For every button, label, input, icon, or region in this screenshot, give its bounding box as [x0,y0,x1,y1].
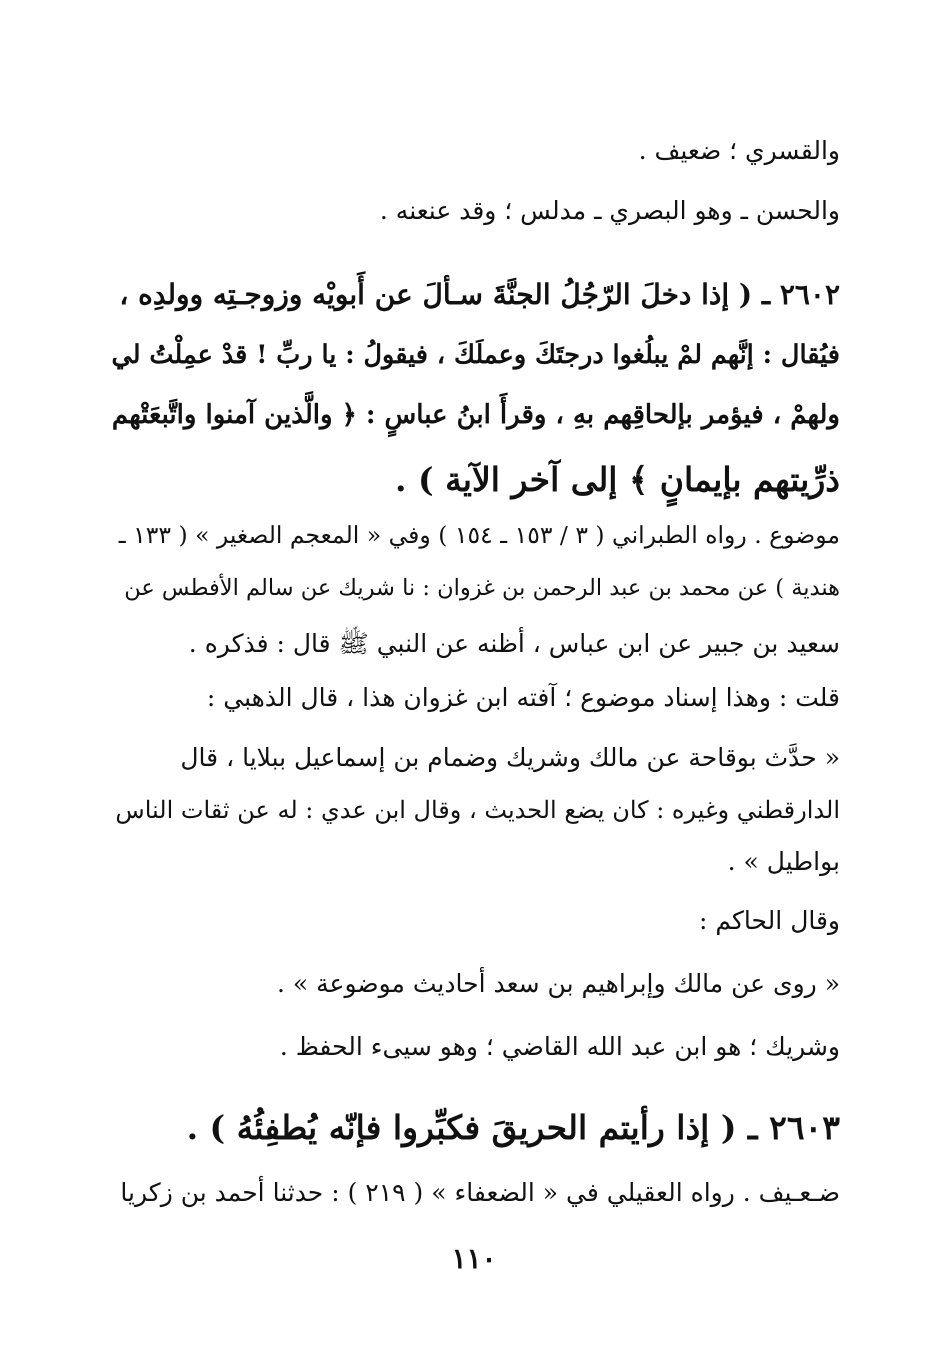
text-line: « حدَّث بوقاحة عن مالك وشريك وضمام بن إسماعيل ببلايا ، قال [180,743,840,772]
text-line: والقسري ؛ ضعيف . [638,136,840,165]
text-line: بواطيل » . [727,847,840,876]
text-line: هندية ) عن محمد بن عبد الرحمن بن غزوان : نا شريك عن سالم الأفطس عن [124,575,840,601]
hadith-heading-line: فيُقال : إنَّهم لمْ يبلُغوا درجتَكَ وعملَكَ ، فيقولُ : يا ربِّ ! قدْ عمِلْتُ لي [111,340,840,370]
text-line: الدارقطني وغيره : كان يضع الحديث ، وقال ابن عدي : له عن ثقات الناس [115,796,840,824]
text-line: « روى عن مالك وإبراهيم بن سعد أحاديث موضوعة » . [277,969,840,998]
text-line: سعيد بن جبير عن ابن عباس ، أظنه عن النبي ﷺ قال : فذكره . [188,629,840,658]
page-number: ١١٠ [451,1242,497,1275]
text-line: قلت : وهذا إسناد موضوع ؛ آفته ابن غزوان هذا ، قال الذهبي : [206,683,840,712]
hadith-heading-line: ذرِّيتهم بإيمانٍ ﴾ إلى آخر الآية ) . [395,460,840,499]
text-line: والحسن ـ وهو البصري ـ مدلس ؛ وقد عنعنه . [379,196,840,225]
hadith-heading-line: ٢٦٠٣ ـ ( إذا رأيتم الحريقَ فكبِّروا فإنّه يُطفِئُهُ ) . [186,1108,840,1147]
hadith-heading-line: ولهمْ ، فيؤمر بإلحاقِهم بهِ ، وقرأَ ابنُ عباسٍ : ﴿ والَّذين آمنوا واتَّبعَتْهم [111,400,840,430]
hadith-heading-line: ٢٦٠٢ ـ ( إذا دخلَ الرّجُلُ الجنَّةَ سـألَ عن أَبويْه وزوجـتِه وولدِه ، [119,278,840,311]
text-line: ضـعـيف . رواه العقيلي في « الضعفاء » ( ٢١٩ ) : حدثنا أحمد بن زكريا [120,1178,840,1207]
text-line: موضوع . رواه الطبراني ( ٣ / ١٥٣ ـ ١٥٤ ) وفي « المعجم الصغير » ( ١٣٣ ـ [118,521,840,549]
text-line: وشريك ؛ هو ابن عبد الله القاضي ؛ وهو سيىء الحفظ . [279,1032,840,1061]
text-line: وقال الحاكم : [699,906,840,935]
